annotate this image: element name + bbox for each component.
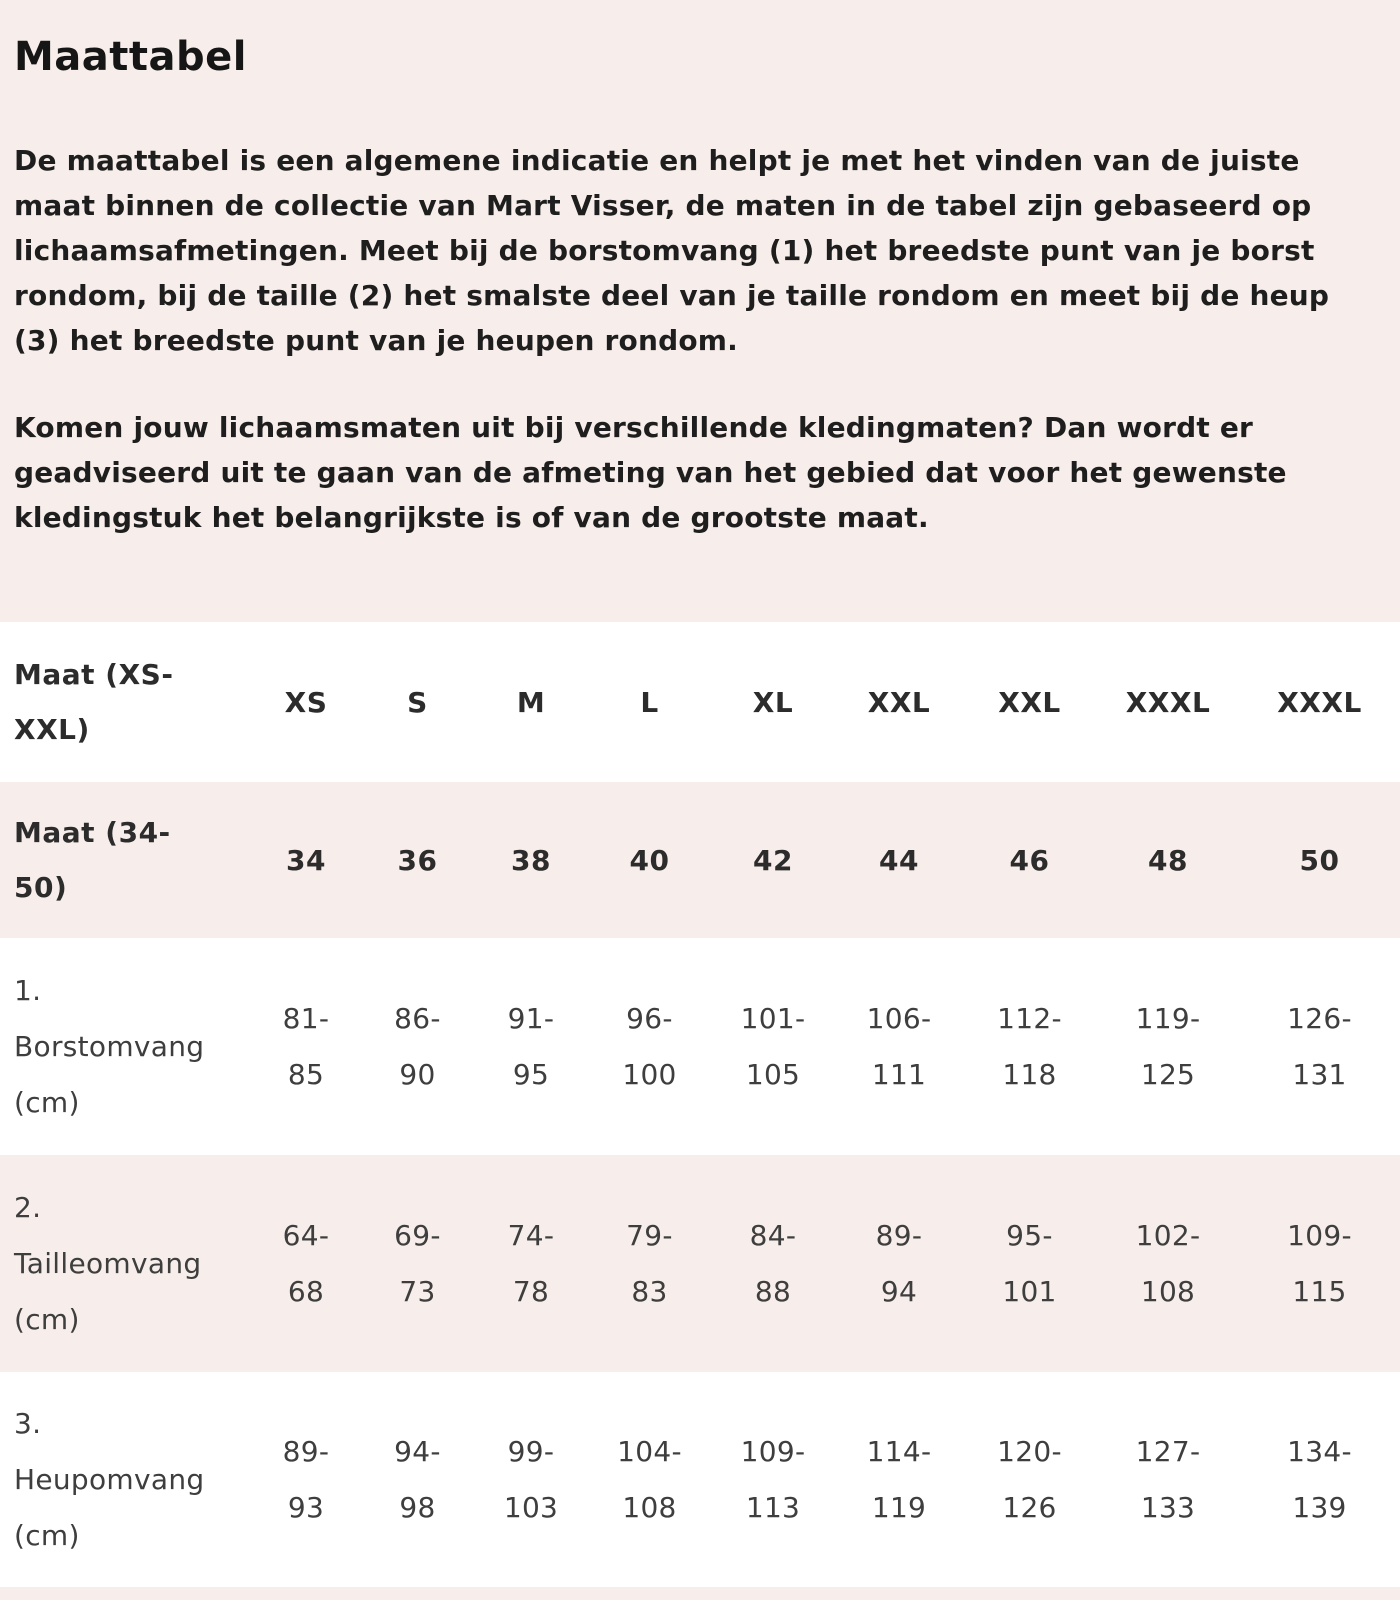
size-value-cell: 95- 101 <box>1002 1218 1057 1308</box>
size-value-cell: 50 <box>1299 843 1340 877</box>
size-table-body <box>0 622 1400 1587</box>
table-row <box>0 1155 1400 1372</box>
size-value-cell: 119- 125 <box>1135 1001 1201 1091</box>
size-value-cell: 99- 103 <box>503 1434 559 1524</box>
row-label: Maat (34- 50) <box>14 816 171 904</box>
table-row <box>0 1372 1400 1587</box>
size-value-cell: 101- 105 <box>740 1001 806 1091</box>
size-value-cell: S <box>407 685 428 719</box>
size-value-cell: 79- 83 <box>626 1218 673 1308</box>
size-value-cell: 89- 93 <box>282 1434 330 1524</box>
size-value-cell: 134- 139 <box>1287 1434 1352 1524</box>
size-value-cell: 120- 126 <box>997 1434 1062 1524</box>
size-value-cell: 104- 108 <box>617 1434 682 1524</box>
table-row <box>0 782 1400 938</box>
table-row <box>0 622 1400 782</box>
size-value-cell: 127- 133 <box>1135 1434 1201 1524</box>
size-value-cell: 89- 94 <box>875 1218 923 1308</box>
size-value-cell: XXL <box>998 685 1061 719</box>
size-value-cell: 91- 95 <box>507 1001 555 1091</box>
size-value-cell: 102- 108 <box>1135 1218 1201 1308</box>
size-value-cell: XXL <box>867 685 931 719</box>
intro-paragraph-1: De maattabel is een algemene indicatie en helpt je met het vinden van de juiste maat binnen de collectie van Mart Visser, de maten in de tabel zijn gebaseerd op lichaamsafmetingen. Meet bij de borstomvang (1) het breedste punt van je borst rondom, bij de taille (2) het smalste deel van je taille rondom en meet bij de heup (3) het breedste punt van je heupen rondom. <box>14 144 1330 357</box>
size-value-cell: 42 <box>753 843 793 877</box>
size-value-cell: 69- 73 <box>394 1218 441 1308</box>
size-value-cell: L <box>640 685 659 719</box>
table-row <box>0 938 1400 1155</box>
intro-paragraph-2: Komen jouw lichaamsmaten uit bij verschillende kledingmaten? Dan wordt er geadviseerd uit te gaan van de afmeting van het gebied dat voor het gewenste kledingstuk het belangrijkste is of van de grootste maat. <box>14 411 1287 534</box>
size-table <box>0 622 1400 1587</box>
size-value-cell: 44 <box>879 843 919 877</box>
size-value-cell: 109- 113 <box>740 1434 806 1524</box>
size-value-cell: XXXL <box>1125 685 1211 719</box>
size-value-cell: 106- 111 <box>866 1001 932 1091</box>
size-value-cell: 46 <box>1009 843 1050 877</box>
row-label: 1. Borstomvang (cm) <box>14 973 205 1119</box>
size-value-cell: 109- 115 <box>1287 1218 1352 1308</box>
size-value-cell: 40 <box>629 843 670 877</box>
size-value-cell: 84- 88 <box>749 1218 797 1308</box>
size-value-cell: XS <box>284 685 328 719</box>
row-label: Maat (XS- XXL) <box>14 658 174 746</box>
size-value-cell: XXXL <box>1277 685 1362 719</box>
size-value-cell: 114- 119 <box>866 1434 932 1524</box>
size-value-cell: XL <box>752 685 794 719</box>
size-value-cell: 94- 98 <box>394 1434 441 1524</box>
size-value-cell: M <box>516 685 546 719</box>
size-value-cell: 74- 78 <box>507 1218 555 1308</box>
size-value-cell: 112- 118 <box>997 1001 1062 1091</box>
size-value-cell: 86- 90 <box>394 1001 441 1091</box>
size-value-cell: 96- 100 <box>622 1001 677 1091</box>
size-value-cell: 81- 85 <box>282 1001 330 1091</box>
size-value-cell: 34 <box>286 843 326 877</box>
row-label: 2. Tailleomvang (cm) <box>14 1190 202 1336</box>
size-value-cell: 64- 68 <box>282 1218 330 1308</box>
size-chart-intro <box>0 0 1400 540</box>
size-value-cell: 36 <box>397 843 438 877</box>
size-value-cell: 48 <box>1148 843 1188 877</box>
row-label: 3. Heupomvang (cm) <box>14 1406 205 1552</box>
page-title: Maattabel <box>14 34 247 80</box>
size-value-cell: 38 <box>511 843 551 877</box>
size-value-cell: 126- 131 <box>1287 1001 1352 1091</box>
